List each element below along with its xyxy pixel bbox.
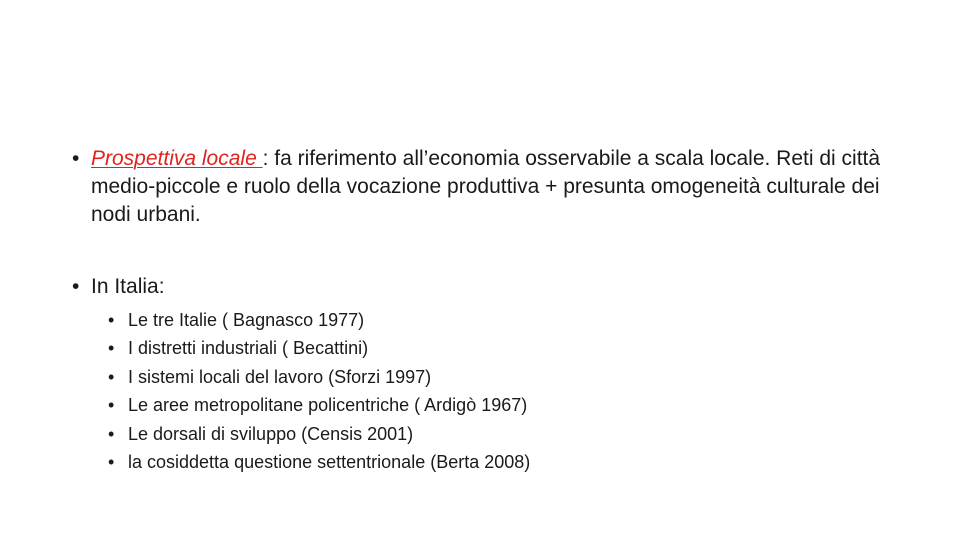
list-item-text: I distretti industriali ( Becattini) <box>128 338 369 359</box>
list-item-text: I sistemi locali del lavoro (Sforzi 1997) <box>128 366 432 387</box>
bullet-dot: • <box>108 423 115 444</box>
list-item <box>108 334 808 362</box>
list-item <box>108 391 808 419</box>
list-item <box>108 306 808 334</box>
bullet-dot: • <box>108 452 115 473</box>
list-item-text: Le dorsali di sviluppo (Censis 2001) <box>128 423 414 444</box>
list-item-text: Le tre Italie ( Bagnasco 1977) <box>128 310 365 330</box>
bullet-dot: • <box>72 147 80 170</box>
list-item <box>108 448 808 476</box>
list-item-text: Le aree metropolitane policentriche ( Ardigò 1967) <box>128 395 528 416</box>
list-item-text: la cosiddetta questione settentrionale (Berta 2008) <box>128 452 531 473</box>
bullet-dot: • <box>108 395 115 416</box>
intro-bullet <box>72 145 912 229</box>
bullet-dot: • <box>108 338 115 359</box>
intro-text: : fa riferimento all’economia osservabile a scala locale. Reti di città medio-piccole e ruolo della vocazione produttiva + presunta omogeneità culturale dei nodi urbani. <box>91 147 881 226</box>
italia-bullet <box>72 273 912 301</box>
bullet-dot: • <box>108 310 115 330</box>
list-item <box>108 420 808 448</box>
italia-sublist <box>108 306 808 476</box>
italia-heading-row <box>72 273 912 301</box>
bullet-dot: • <box>108 366 115 387</box>
intro-paragraph <box>72 145 912 229</box>
list-item <box>108 363 808 391</box>
intro-term: Prospettiva locale <box>91 147 263 170</box>
bullet-dot: • <box>72 275 80 298</box>
italia-heading: In Italia: <box>91 275 165 298</box>
